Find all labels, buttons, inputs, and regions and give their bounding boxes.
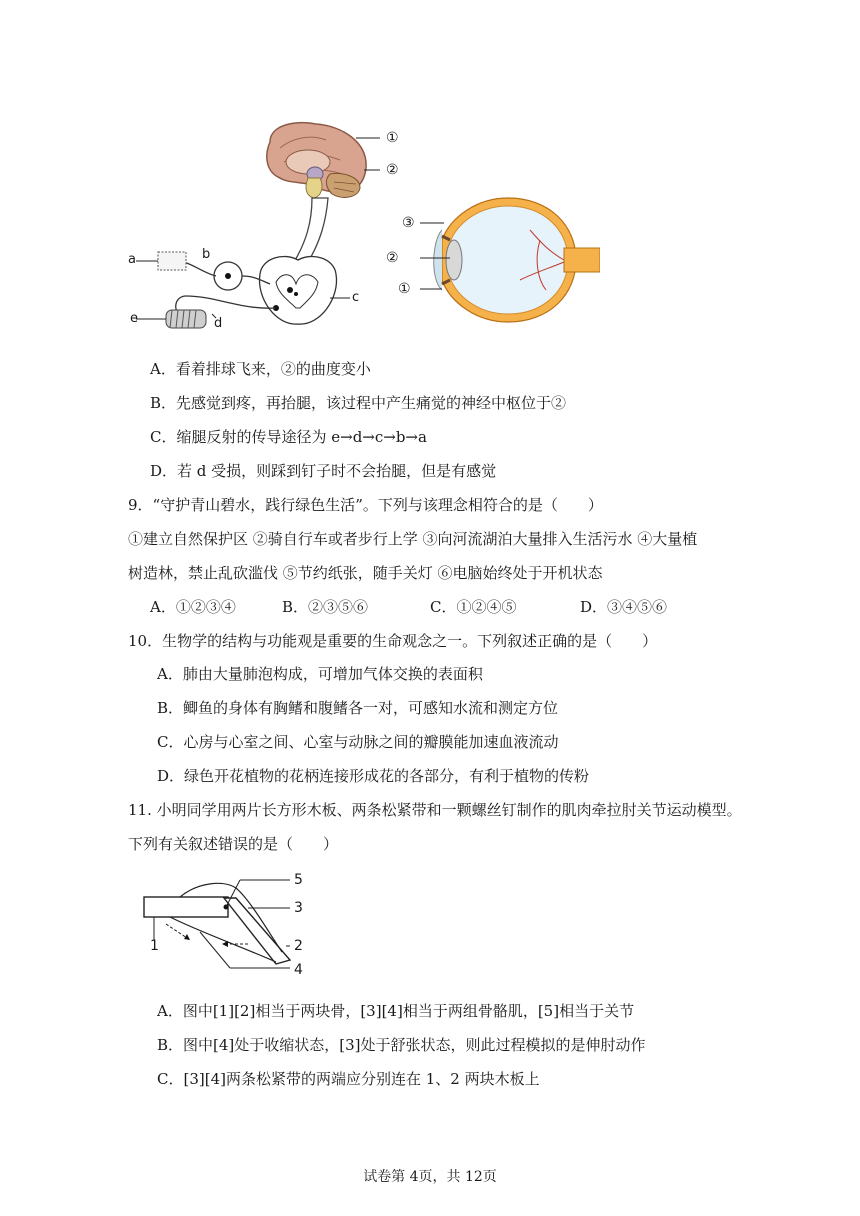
page-footer: 试卷第 4页，共 12页 [363,1169,497,1185]
reflex-label-e: e [130,311,138,326]
q10-option-d: D．绿色开花植物的花柄连接形成花的各部分，有利于植物的传粉 [157,767,590,785]
q8-option-b: B．先感觉到疼，再抬腿，该过程中产生痛觉的神经中枢位于② [150,394,567,412]
reflex-label-c: c [352,290,360,305]
reflex-label-b: b [202,247,211,262]
q9-option-c: C．①②④⑤ [430,598,517,616]
q9-stem: 9．“守护青山碧水，践行绿色生活”。下列与该理念相符合的是（ ） [128,496,603,514]
q9-options [150,597,710,617]
eye-label-2: ② [386,250,399,266]
q11-stem-line2: 下列有关叙述错误的是（ ） [128,835,339,853]
nervous-system-figure [120,112,380,337]
q11-option-c: C．[3][4]两条松紧带的两端应分别连在 1、2 两块木板上 [157,1070,540,1088]
q10-option-b: B．鲫鱼的身体有胸鳍和腹鳍各一对，可感知水流和测定方位 [157,699,559,717]
q10-stem: 10．生物学的结构与功能观是重要的生命观念之一。下列叙述正确的是（ ） [128,632,658,650]
q11-option-a: A．图中[1][2]相当于两块骨，[3][4]相当于两组骨骼肌，[5]相当于关节 [157,1002,635,1020]
reflex-label-a: a [128,252,136,267]
eye-figure [420,190,600,330]
q8-option-d: D．若 d 受损，则踩到钉子时不会抬腿，但是有感觉 [150,462,497,480]
q11-option-b: B．图中[4]处于收缩状态，[3]处于舒张状态，则此过程模拟的是伸肘动作 [157,1036,646,1054]
brain-label-2: ② [386,162,399,178]
q9-items-line2: 树造林，禁止乱砍滥伐 ⑤节约纸张，随手关灯 ⑥电脑始终处于开机状态 [128,564,603,582]
q9-items-line1: ①建立自然保护区 ②骑自行车或者步行上学 ③向河流湖泊大量排入生活污水 ④大量植 [128,530,698,548]
q9-option-d: D．③④⑤⑥ [580,598,668,616]
elbow-label-2: 2 [294,938,303,954]
eye-label-3: ③ [402,215,415,231]
elbow-label-1: 1 [150,938,159,954]
brain-label-1: ① [386,130,399,146]
q8-option-a: A．看着排球飞来，②的曲度变小 [150,360,371,378]
q10-option-a: A．肺由大量肺泡构成，可增加气体交换的表面积 [157,665,483,683]
q10-option-c: C．心房与心室之间、心室与动脉之间的瓣膜能加速血液流动 [157,733,559,751]
reflex-label-d: d [214,316,223,331]
elbow-label-3: 3 [294,900,303,916]
q9-option-a: A．①②③④ [150,598,236,616]
q11-stem-line1: 11. 小明同学用两片长方形木板、两条松紧带和一颗螺丝钉制作的肌肉牵拉肘关节运动模型。 [128,801,742,819]
elbow-label-4: 4 [294,962,303,978]
q9-option-b: B．②③⑤⑥ [282,598,369,616]
elbow-label-5: 5 [294,872,303,888]
eye-label-1: ① [398,281,411,297]
q8-option-c: C．缩腿反射的传导途径为 e→d→c→b→a [150,428,427,446]
